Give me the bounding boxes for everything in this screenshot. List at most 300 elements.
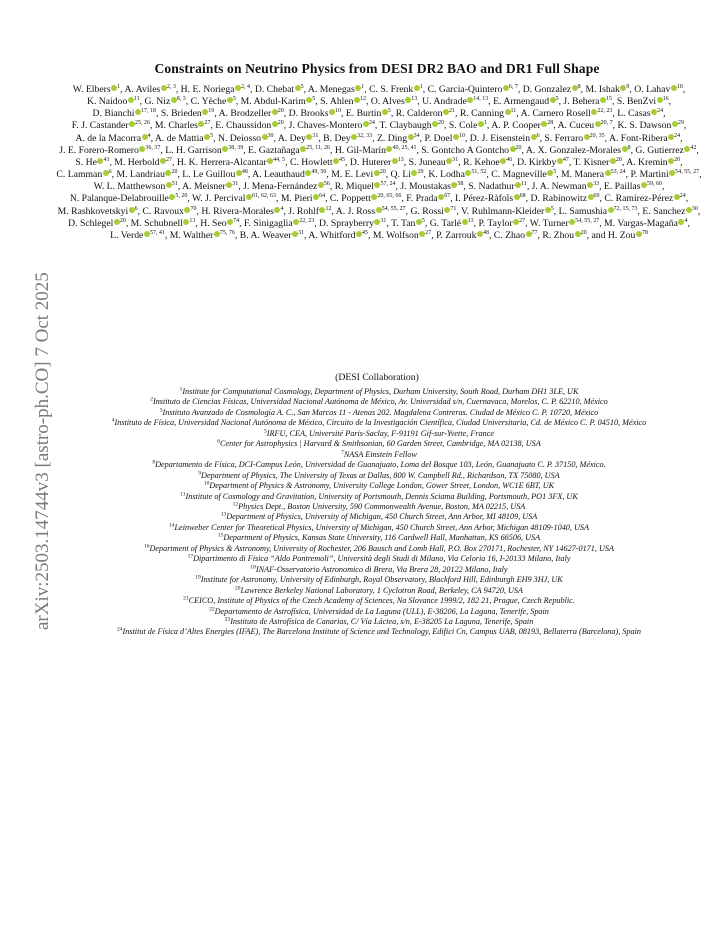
- affiliation-text: Leinweber Center for Theoretical Physics, University of Michigan, 450 Church Street, Ann Arbor, Michigan 48109-1040, USA: [174, 522, 589, 532]
- author-affiliation-marker: 15: [605, 95, 612, 102]
- author-entry: [421, 145, 473, 156]
- author-affiliation-marker: 72, 15, 73: [613, 205, 638, 212]
- author-entry: [72, 120, 150, 131]
- author-name: C. Garcia-Quintero: [427, 84, 503, 95]
- author-entry: [87, 96, 140, 107]
- author-name: Q. Li: [390, 169, 411, 181]
- author-affiliation-marker: 17, 18: [141, 108, 156, 115]
- author-name: J. Chaves-Montero: [288, 120, 363, 132]
- author-affiliation-marker: 27: [204, 120, 211, 127]
- author-entry: [406, 193, 450, 204]
- author-name: C. Ravoux: [142, 205, 184, 217]
- author-name: L. Le Guillou: [182, 169, 236, 181]
- author-affiliation-marker: 20: [438, 120, 445, 127]
- affiliation-text: Institut de Física d’Altes Energies (IFAE), The Barcelona Institute of Science and Technology, Edifici Cn, Campus UAB, 08193, Bellaterra (Barcelona), Spain: [122, 627, 641, 637]
- author-affiliation-marker: 20: [277, 120, 284, 127]
- author-entry: [371, 96, 417, 107]
- author-affiliation-marker: 51, 52: [471, 168, 487, 175]
- author-affiliation-marker: 59, 60: [647, 181, 662, 188]
- author-name: S. Gontcho A: [421, 144, 474, 156]
- author-affiliation-marker: 5: [550, 205, 554, 212]
- author-name: M. Schubnell: [130, 217, 183, 229]
- author-entry: [289, 108, 341, 119]
- affiliation-entry: [56, 502, 702, 512]
- author-name: M. Landriau: [116, 169, 165, 181]
- author-name: D. Brooks: [288, 108, 329, 120]
- author-affiliation-marker: 13: [467, 217, 474, 224]
- author-affiliation-marker: 5: [210, 132, 214, 139]
- author-entry: [75, 157, 109, 168]
- author-list: W. Elbers $^1$, A. Aviles $^{2, 3}$, H. E. Noriega $^{2, 4}$, D. Chebat $^5$, A. Menegas $^1$, C. S. Frenk $^1$, C. Garcia-Quintero $^{6, 7}$, D. Gonzalez $^8$, M. Ishak $^9$, O. Lahav $^{10}$, K. Naidoo $^{11}$, G. Niz $^{8, 3}$, C. Yèche $^5$, M. Abdul-Karim $^5$, S. Ahlen $^{12}$, O. Alves $^{13}$, U. Andrade $^{14, 13}$, E. Armengaud $^5$, J. Behera $^{15}$, S. BenZvi $^{16}$, D. Bianchi $^{17, 18}$, S. Brieden $^{19}$, A. Brodzeller $^{20}$, D. Brooks $^{10}$, E. Burtin $^5$, R. Calderon $^{21}$, R. Canning $^{11}$, A. Carnero Rosell $^{22, 23}$, L. Casas $^{24}$, F. J. Castander $^{25, 26}$, M. Charles $^{27}$, E. Chaussidon $^{20}$, J. Chaves-Montero $^{24}$, T. Claybaugh $^{20}$, S. Cole $^1$, A. P. Cooper $^{28}$, A. Cuceu $^{20, 7}$, K. S. Dawson $^{29}$, A. de la Macorra $^4$, A. de Mattia $^5$, N. Deiosso $^{30}$, A. Dey $^{31}$, B. Dey $^{32, 33}$, Z. Ding $^{34}$, P. Doel $^{10}$, D. J. Eisenstein $^6$, S. Ferraro $^{20, 35}$, A. Font-Ribera $^{24}$, J. E. Forero-Romero $^{36, 37}$, L. H. Garrison $^{38, 39}$, E. Gaztañaga $^{25, 11, 26}$, H. Gil-Marín $^{40, 25, 41}$, S. Gontcho A Gontcho $^{20}$, A. X. Gonzalez-Morales $^8$, G. Gutierrez $^{42}$, S. He $^{43}$, M. Herbold $^{27}$, H. K. Herrera-Alcantar $^{44, 5}$, C. Howlett $^{45}$, D. Huterer $^{13}$, S. Juneau $^{31}$, R. Kehoe $^{46}$, D. Kirkby $^{47}$, T. Kisner $^{20}$, A. Kremin $^{20}$, C. Lamman $^6$, M. Landriau $^{20}$, L. Le Guillou $^{48}$, A. Leauthaud $^{49, 50}$, M. E. Levi $^{20}$, Q. Li $^{29}$, K. Lodha $^{51, 52}$, C. Magneville $^5$, M. Manera $^{53, 24}$, P. Martini $^{54, 55, 27}$, W. L. Matthewson $^{51}$, A. Meisner $^{31}$, J. Mena-Fernández $^{56}$, R. Miquel $^{57, 24}$, J. Moustakas $^{58}$, S. Nadathur $^{11}$, J. A. Newman $^{33}$, E. Paillas $^{59, 60}$, N. Palanque-Delabrouille $^{5, 20}$, W. J. Percival $^{61, 62, 63}$, M. Pieri $^{64}$, C. Poppett $^{20, 65, 66}$, F. Prada $^{67}$, I. Pérez-Ràfols $^{68}$, D. Rabinowitz $^{69}$, C. Ramírez-Pérez $^{24}$, M. Rashkovetskyi $^6$, C. Ravoux $^{70}$, H. Rivera-Morales $^4$, J. Rohlf $^{12}$, A. J. Ross $^{54, 55, 27}$, G. Rossi $^{71}$, V. Ruhlmann-Kleider $^5$, L. Samushia $^{72, 15, 73}$, E. Sanchez $^{30}$, D. Schlegel $^{20}$, M. Schubnell $^{13}$, H. Seo $^{74}$, F. Sinigaglia $^{22, 23}$, D. Sprayberry $^{31}$, T. Tan $^5$, G. Tarlé $^{13}$, P. Taylor $^{27}$, W. Turner $^{54, 55, 27}$, M. Vargas-Magaña $^4$, L. Verde $^{57, 41}$, M. Walther $^{75, 76}$, B. A. Weaver $^{31}$, A. Whitford $^{45}$, M. Wolfson $^{27}$, P. Zarrouk $^{48}$, C. Zhao $^{77}$, R. Zhou $^{20}$, and H. Zou $^{78}$: [56, 83, 702, 241]
- author-entry: [532, 181, 599, 192]
- author-name: J. Mena-Fernández: [243, 181, 318, 193]
- author-entry: [252, 169, 326, 180]
- author-entry: [618, 120, 684, 131]
- author-affiliation-marker: 31: [380, 217, 387, 224]
- author-name: W. Turner: [529, 217, 569, 229]
- affiliation-text: CEICO, Institute of Physics of the Czech Academy of Sciences, Na Slovance 1999/2, 182 21, Prague, Czech Republic.: [188, 596, 575, 606]
- author-entry: [335, 145, 417, 156]
- affiliation-entry: [56, 565, 702, 575]
- author-entry: [155, 120, 211, 131]
- author-name: J. Moustakas: [400, 181, 451, 193]
- author-affiliation-marker: 20, 35: [589, 132, 605, 139]
- affiliation-number: 24: [117, 626, 123, 633]
- author-name: P. Doel: [424, 132, 453, 144]
- affiliation-entry: [56, 471, 702, 481]
- affiliation-text: Instituto de Astrofísica de Canarias, C/ Vía Láctea, s/n, E-38205 La Laguna, Tenerife, Spain: [230, 616, 534, 626]
- affiliation-text: Department of Physics & Astronomy, University College London, Gower Street, London, WC1E 6BT, UK: [209, 481, 555, 491]
- author-entry: [94, 181, 178, 192]
- affiliation-entry: [56, 429, 702, 439]
- author-affiliation-marker: 48: [482, 229, 489, 236]
- affiliation-text: Center for Astrophysics | Harvard & Smithsonian, 60 Garden Street, Cambridge, MA 02138, USA: [220, 439, 541, 449]
- author-name: T. Tan: [391, 217, 416, 229]
- author-entry: [143, 206, 197, 217]
- author-entry: [634, 84, 683, 95]
- author-affiliation-marker: 74: [233, 217, 240, 224]
- author-affiliation-marker: 29: [677, 120, 684, 127]
- author-affiliation-marker: 20: [171, 168, 178, 175]
- author-affiliation-marker: 75, 76: [219, 229, 235, 236]
- affiliation-text: Institute for Computational Cosmology, Department of Physics, Durham University, South Road, Durham DH1 3LE, UK: [182, 387, 579, 396]
- author-entry: [320, 96, 366, 107]
- author-name: L. Casas: [617, 108, 651, 120]
- author-entry: [369, 84, 423, 95]
- author-name: H. Gil-Marín: [334, 144, 386, 156]
- author-affiliation-marker: 13: [189, 217, 196, 224]
- author-entry: [308, 84, 364, 95]
- author-name: L. Verde: [110, 229, 144, 241]
- affiliation-text: Department of Physics, University of Michigan, 450 Church Street, Ann Arbor, MI 48109, USA: [226, 512, 538, 522]
- author-name: J. A. Newman: [531, 181, 587, 193]
- affiliation-number: 18: [250, 563, 256, 570]
- author-affiliation-marker: 32, 33: [357, 132, 373, 139]
- author-entry: [531, 193, 600, 204]
- author-entry: [182, 181, 238, 192]
- author-affiliation-marker: 77: [531, 229, 538, 236]
- author-entry: [409, 157, 459, 168]
- author-name: S. Juneau: [408, 156, 446, 168]
- author-name: H. E. Noriega: [180, 84, 235, 95]
- author-affiliation-marker: 10: [458, 132, 465, 139]
- affiliation-number: 10: [203, 480, 210, 487]
- author-affiliation-marker: 24: [674, 132, 681, 139]
- author-entry: [523, 84, 581, 95]
- affiliation-number: 20: [234, 584, 241, 591]
- author-name: E. Paillas: [603, 181, 641, 193]
- author-affiliation-marker: 20: [277, 108, 284, 115]
- affiliation-entry: [56, 627, 702, 637]
- author-affiliation-marker: 10: [334, 108, 341, 115]
- author-entry: [530, 218, 599, 229]
- author-affiliation-marker: 25, 11, 26: [306, 144, 330, 151]
- author-affiliation-marker: 14, 13: [473, 95, 489, 102]
- author-affiliation-marker: 68: [519, 193, 526, 200]
- author-name: H. Seo: [200, 217, 227, 229]
- author-entry: [336, 206, 406, 217]
- author-affiliation-marker: 8: [627, 144, 631, 151]
- author-affiliation-marker: 67: [444, 193, 451, 200]
- author-entry: [201, 206, 283, 217]
- author-affiliation-marker: 2, 3: [166, 83, 176, 90]
- affiliation-entry: [56, 397, 702, 407]
- author-name: E. Sanchez: [642, 205, 686, 217]
- affiliation-number: 15: [217, 532, 224, 539]
- author-entry: [461, 206, 554, 217]
- author-name: A. Leauthaud: [252, 169, 305, 181]
- author-name: E. Gaztañaga: [248, 144, 300, 156]
- author-entry: [604, 218, 687, 229]
- author-entry: [165, 145, 243, 156]
- author-name: M. Charles: [154, 120, 198, 132]
- affiliation-number: 1: [179, 386, 183, 393]
- author-name: T. Claybaugh: [379, 120, 432, 132]
- author-name: A. Dey: [277, 132, 306, 144]
- author-entry: [558, 120, 613, 131]
- author-affiliation-marker: 31: [232, 181, 239, 188]
- author-name: D. Schlegel: [68, 217, 114, 229]
- author-entry: [289, 120, 375, 131]
- author-name: F. J. Castander: [71, 120, 129, 132]
- author-entry: [635, 145, 696, 156]
- affiliation-number: 6: [217, 438, 221, 445]
- author-affiliation-marker: 56: [323, 181, 330, 188]
- author-affiliation-marker: 4: [280, 205, 284, 212]
- author-affiliation-marker: 11: [510, 108, 517, 115]
- author-affiliation-marker: 45: [362, 229, 369, 236]
- author-name: R. Kehoe: [463, 156, 500, 168]
- author-entry: [68, 218, 126, 229]
- author-affiliation-marker: 9: [626, 83, 630, 90]
- author-name: A. Aviles: [124, 84, 161, 95]
- author-name: G. Gutierrez: [635, 144, 684, 156]
- affiliation-text: Instituto de Física, Universidad Nacional Autónoma de México, Circuito de la Investigación Científica, Ciudad Universitaria, Cd. de México C. P. 04510, México: [114, 418, 647, 428]
- author-affiliation-marker: 16: [662, 95, 669, 102]
- author-affiliation-marker: 1: [483, 120, 487, 127]
- author-entry: [521, 108, 613, 119]
- author-name: A. Cuceu: [557, 120, 595, 132]
- author-entry: [559, 206, 638, 217]
- author-name: S. Brieden: [160, 108, 202, 120]
- author-name: S. Ahlen: [320, 96, 354, 108]
- author-name: S. BenZvi: [616, 96, 657, 108]
- author-affiliation-marker: 20: [379, 168, 386, 175]
- author-entry: [373, 230, 431, 241]
- author-affiliation-marker: 31: [298, 229, 305, 236]
- author-entry: [58, 206, 138, 217]
- author-affiliation-marker: 5: [387, 108, 391, 115]
- author-entry: [75, 133, 150, 144]
- affiliation-text: Instituto de Ciencias Físicas, Universidad Nacional Autónoma de México, Av. Universidad s/n, Cuernavaca, Morelos, C. P. 62210, México: [152, 397, 608, 407]
- affiliation-text: Lawrence Berkeley National Laboratory, 1 Cyclotron Road, Berkeley, CA 94720, USA: [240, 585, 524, 595]
- author-affiliation-marker: 61, 62, 63: [251, 193, 276, 200]
- author-affiliation-marker: 71: [450, 205, 457, 212]
- author-name: A. Menegas: [307, 84, 355, 95]
- author-entry: [182, 169, 248, 180]
- author-affiliation-marker: 51: [171, 181, 178, 188]
- author-name: G. Tarlé: [429, 217, 462, 229]
- collaboration-name: (DESI Collaboration): [335, 372, 419, 383]
- author-name: S. He: [75, 156, 97, 168]
- author-name: K. Lodha: [428, 169, 465, 181]
- affiliation-entry: [56, 607, 702, 617]
- author-entry: [192, 193, 276, 204]
- author-name: O. Alves: [370, 96, 405, 108]
- author-entry: [476, 145, 522, 156]
- author-entry: [478, 218, 525, 229]
- author-name: D. Chebat: [254, 84, 295, 95]
- author-entry: [400, 181, 463, 192]
- author-affiliation-marker: 8: [577, 83, 581, 90]
- affiliation-number: 5: [264, 428, 267, 435]
- author-entry: [335, 181, 396, 192]
- author-name: G. Niz: [144, 96, 171, 108]
- author-name: C. Yèche: [190, 96, 227, 108]
- author-entry: [241, 96, 316, 107]
- author-name: L. Samushia: [558, 205, 608, 217]
- author-entry: [70, 193, 188, 204]
- author-entry: [110, 230, 165, 241]
- author-affiliation-marker: 54, 55, 27: [381, 205, 406, 212]
- author-name: W. Elbers: [72, 84, 111, 95]
- author-affiliation-marker: 5: [555, 95, 559, 102]
- author-affiliation-marker: 34: [413, 132, 420, 139]
- author-entry: [377, 133, 420, 144]
- author-affiliation-marker: 27: [519, 217, 526, 224]
- author-entry: [436, 230, 489, 241]
- author-entry: [155, 133, 213, 144]
- author-affiliation-marker: 31: [452, 156, 459, 163]
- affiliation-number: 12: [232, 501, 239, 508]
- affiliation-number: 14: [169, 522, 175, 529]
- author-name: I. Pérez-Ràfols: [455, 193, 514, 205]
- author-affiliation-marker: 38, 39: [228, 144, 244, 151]
- author-affiliation-marker: 21: [449, 108, 456, 115]
- author-affiliation-marker: 69: [593, 193, 600, 200]
- affiliation-text: Dipartimento di Fisica “Aldo Pontremoli”, Università degli Studi di Milano, Via Celoria 16, I-20133 Milano, Italy: [193, 554, 571, 564]
- author-entry: [200, 218, 239, 229]
- author-entry: [281, 193, 325, 204]
- affiliation-text: Department of Physics, The University of Texas at Dallas, 800 W. Campbell Rd., Richardson, TX 75080, USA: [201, 470, 560, 480]
- author-affiliation-marker: 70: [190, 205, 197, 212]
- affiliation-text: NASA Einstein Fellow: [343, 449, 417, 459]
- author-entry: [617, 96, 669, 107]
- author-name: A. Kremin: [626, 156, 668, 168]
- author-entry: [491, 169, 556, 180]
- paper-title: Constraints on Neutrino Physics from DESI DR2 BAO and DR1 Full Shape: [154, 61, 600, 76]
- author-affiliation-marker: 4: [684, 217, 688, 224]
- affiliation-entry: [56, 418, 702, 428]
- author-entry: [410, 206, 456, 217]
- author-affiliation-marker: 20, 65, 66: [377, 193, 402, 200]
- affiliation-entry: [56, 492, 702, 502]
- author-entry: [468, 181, 527, 192]
- author-affiliation-marker: 36, 37: [145, 144, 161, 151]
- affiliation-text: Institute of Cosmology and Gravitation, University of Portsmouth, Dennis Sciama Building, Portsmouth, PO1 3FX, UK: [185, 491, 578, 501]
- author-affiliation-marker: 5: [421, 217, 425, 224]
- author-name: C. Howlett: [290, 156, 333, 168]
- author-name: N. Deiosso: [217, 132, 262, 144]
- author-entry: [380, 120, 445, 131]
- author-entry: [215, 120, 283, 131]
- author-name: S. Cole: [448, 120, 478, 132]
- author-entry: [278, 133, 318, 144]
- author-name: M. Walther: [169, 229, 214, 241]
- author-entry: [422, 96, 488, 107]
- author-affiliation-marker: 47: [562, 156, 569, 163]
- author-name: E. Burtin: [345, 108, 382, 120]
- author-affiliation-marker: 27: [165, 156, 172, 163]
- author-name: M. Pieri: [280, 193, 313, 205]
- affiliation-text: Physics Dept., Boston University, 590 Commonwealth Avenue, Boston, MA 02215, USA: [238, 501, 526, 511]
- affiliation-number: 21: [183, 595, 189, 602]
- author-entry: [463, 157, 512, 168]
- author-entry: [428, 169, 486, 180]
- author-name: M. Herbold: [114, 156, 160, 168]
- author-name: A. X. Gonzalez-Morales: [525, 144, 622, 156]
- author-name: R. Miquel: [334, 181, 374, 193]
- author-affiliation-marker: 20: [674, 156, 681, 163]
- author-affiliation-marker: 13: [411, 95, 418, 102]
- affiliation-text: Department of Physics & Astronomy, University of Rochester, 206 Bausch and Lomb Hall, P.O. Box 270171, Rochester, NY 14627-0171, USA: [149, 543, 614, 553]
- author-affiliation-marker: 1: [361, 83, 365, 90]
- author-affiliation-marker: 2, 4: [240, 83, 250, 90]
- author-affiliation-marker: 53, 24: [610, 168, 626, 175]
- author-affiliation-marker: 22, 23: [597, 108, 613, 115]
- author-entry: [144, 96, 185, 107]
- author-affiliation-marker: 29: [417, 168, 424, 175]
- author-affiliation-marker: 20: [615, 156, 622, 163]
- affiliation-number: 8: [152, 459, 156, 466]
- author-entry: [542, 230, 586, 241]
- author-name: U. Andrade: [422, 96, 467, 108]
- author-affiliation-marker: 1: [117, 83, 121, 90]
- affiliation-number: 2: [150, 396, 153, 403]
- author-affiliation-marker: 20: [580, 229, 587, 236]
- author-affiliation-marker: 40, 25, 41: [392, 144, 417, 151]
- author-name: B. A. Weaver: [239, 229, 292, 241]
- author-affiliation-marker: 46: [506, 156, 513, 163]
- author-affiliation-marker: 64: [319, 193, 326, 200]
- affiliation-number: 9: [198, 469, 202, 476]
- author-affiliation-marker: 57, 41: [149, 229, 165, 236]
- author-affiliation-marker: 33: [593, 181, 600, 188]
- author-entry: [170, 230, 235, 241]
- author-affiliation-marker: 6: [536, 132, 540, 139]
- author-affiliation-marker: 43: [103, 156, 110, 163]
- author-affiliation-marker: 24: [657, 108, 664, 115]
- author-name: A. de la Macorra: [75, 132, 142, 144]
- author-name: D. Bianchi: [92, 108, 135, 120]
- author-affiliation-marker: 1: [419, 83, 423, 90]
- author-entry: [424, 133, 465, 144]
- author-affiliation-marker: 25, 26: [135, 120, 151, 127]
- author-affiliation-marker: 31: [312, 132, 319, 139]
- author-entry: [255, 84, 304, 95]
- author-affiliation-marker: 11: [133, 95, 140, 102]
- author-name: D. Huterer: [349, 156, 392, 168]
- author-entry: [323, 133, 372, 144]
- author-entry: [391, 218, 425, 229]
- author-affiliation-marker: 48: [241, 168, 248, 175]
- author-affiliation-marker: 44, 5: [273, 156, 286, 163]
- author-name: Gontcho: [475, 144, 510, 156]
- author-name: A. P. Cooper: [491, 120, 541, 132]
- author-name: A. Brodzeller: [218, 108, 272, 120]
- author-name: M. Wolfson: [372, 229, 419, 241]
- author-entry: [177, 157, 285, 168]
- author-entry: [391, 169, 424, 180]
- author-affiliation-marker: 11: [521, 181, 527, 188]
- affiliation-number: 16: [144, 543, 150, 550]
- author-entry: [346, 108, 391, 119]
- author-name: A. J. Ross: [335, 205, 376, 217]
- author-entry: [243, 181, 330, 192]
- affiliation-text: Institute for Astronomy, University of Edinburgh, Royal Observatory, Blackford Hill, Edinburgh EH9 3HJ, UK: [200, 575, 563, 585]
- author-entry: [626, 157, 680, 168]
- author-entry: [308, 230, 368, 241]
- author-name: E. Armengaud: [493, 96, 550, 108]
- author-entry: [544, 133, 604, 144]
- author-name: M. Vargas-Magaña: [604, 217, 678, 229]
- affiliation-entry: [56, 617, 702, 627]
- affiliation-number: 7: [341, 448, 344, 455]
- author-entry: [219, 108, 284, 119]
- author-name: T. Kisner: [573, 156, 610, 168]
- affiliation-entry: [56, 596, 702, 606]
- author-name: A. Carnero Rosell: [520, 108, 591, 120]
- affiliation-entry: [56, 408, 702, 418]
- author-affiliation-marker: 42: [690, 144, 697, 151]
- affiliation-number: 19: [195, 574, 201, 581]
- author-entry: [604, 181, 662, 192]
- author-name: L. H. Garrison: [165, 144, 222, 156]
- affiliation-number: 11: [180, 490, 186, 497]
- author-entry: [319, 218, 386, 229]
- author-affiliation-marker: 5: [300, 83, 304, 90]
- author-affiliation-marker: 20, 7: [600, 120, 613, 127]
- author-affiliation-marker: 54, 55, 27: [575, 217, 600, 224]
- author-name: C. Zhao: [493, 229, 526, 241]
- author-entry: [609, 133, 680, 144]
- affiliation-text: Departamento de Astrofísica, Universidad de La Laguna (ULL), E-38206, La Laguna, Tenerife, Spain: [214, 606, 549, 616]
- author-affiliation-marker: 4: [147, 132, 151, 139]
- author-affiliation-marker: 12: [360, 95, 366, 102]
- author-entry: [161, 108, 214, 119]
- author-entry: [517, 157, 569, 168]
- author-name: F. Sinigaglia: [243, 217, 293, 229]
